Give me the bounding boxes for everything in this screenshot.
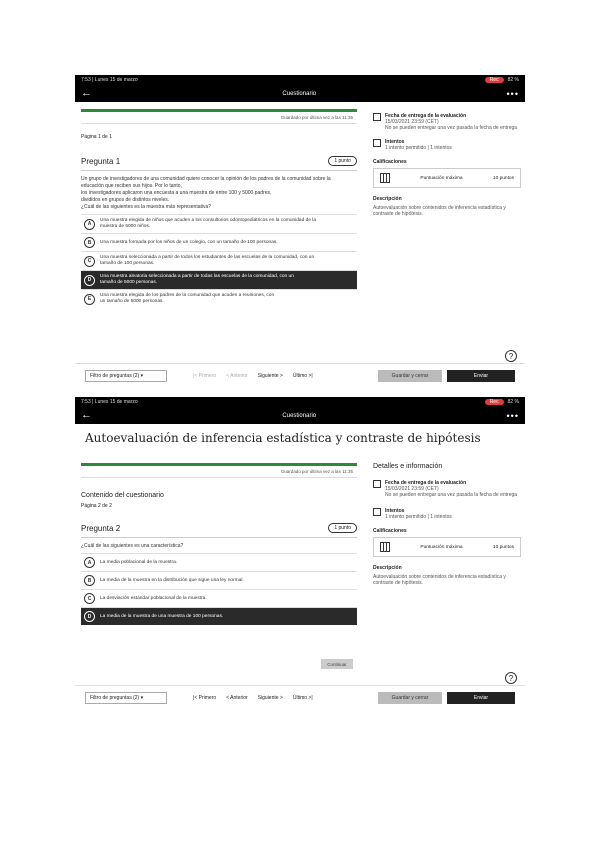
description-text: Autoevaluación sobre contenidos de inferencia estadística y contraste de hipótesis. [373,574,506,586]
status-time: 7:53 | Lunes 15 de marzo [81,77,138,83]
option-letter: E [84,294,95,305]
first-button[interactable]: |< Primero [193,373,217,379]
pagination [193,695,313,701]
continue-button[interactable]: Continuar [321,659,353,669]
last-button[interactable]: Último >| [292,695,313,701]
question-text: Un grupo de investigadores de una comunidad quiere conocer la opinión de los padres de la comunidad sobre la educación que reciben sus hijos. Por lo tanto, los investigadores aplicaron una encuesta a una muestra de entre 100 y 5000 padres, divididos en grupos de distintos niveles. ¿Cuál de las siguientes es la muestra más representativa? [81,176,331,210]
calendar-icon [373,480,381,488]
option-letter: A [84,557,95,568]
option-c[interactable]: C Una muestra seleccionada a partir de todos los estudiantes de las escuelas de la comunidad, con un tamaño de 100 personas. [81,251,357,270]
question-header [81,156,357,171]
question-text: ¿Cuál de las siguientes es una característica? [81,543,184,549]
option-letter: D [84,611,95,622]
options-list [81,553,357,625]
footer-bar [75,685,525,710]
top-bar [75,407,525,424]
option-letter: B [84,575,95,586]
question-title: Pregunta 2 [81,523,121,533]
option-letter: C [84,593,95,604]
question-header [81,523,357,538]
attempts-icon [373,139,381,147]
option-a[interactable]: A La media poblacional de la muestra. [81,553,357,571]
prev-button[interactable]: < Anterior [226,373,248,379]
status-bar [75,75,525,85]
max-score-box: Puntuación máxima 10 puntos [373,537,521,557]
attempts-section: Intentos 1 intento permitido | 1 intentos [373,508,521,520]
send-button[interactable]: Enviar [447,370,515,382]
question-panel [81,109,357,308]
more-options-icon[interactable]: ••• [506,88,519,99]
grades-title: Calificaciones [373,159,407,165]
due-date-section: Fecha de entrega de la evaluación 15/03/2021 23:59 (CET) No se pueden entregar una vez pasada la fecha de entrega [373,113,521,131]
content-title: Contenido del cuestionario [81,492,164,499]
record-badge: Rec [485,77,504,83]
back-arrow-icon[interactable]: ← [81,409,92,421]
more-options-icon[interactable]: ••• [506,410,519,421]
battery-level: 82 % [507,399,519,405]
help-icon[interactable]: ? [505,672,517,684]
send-button[interactable]: Enviar [447,692,515,704]
page-header [75,424,525,454]
app-title: Cuestionario [282,412,317,419]
option-a[interactable]: A Una muestra elegida de niños que acuden a los consultorios odontopediátricos en la comunidad de la muestra de 5000 niños. [81,214,357,233]
saved-status: Guardado por última vez a las 11:35 [81,466,357,478]
next-button[interactable]: Siguiente > [257,695,283,701]
details-title: Detalles e información [373,463,443,470]
page-indicator: Página 2 de 2 [81,503,112,509]
option-d-selected[interactable]: D Una muestra aleatoria seleccionada a partir de todas las escuelas de la comunidad, con un tamaño de 5000 personas. [81,270,357,289]
footer-bar [75,363,525,388]
attempts-icon [373,508,381,516]
option-d-selected[interactable]: D La media de la muestra de una muestra de 100 personas. [81,607,357,625]
option-e[interactable]: E Una muestra elegida de los padres de la comunidad que acuden a reuniones, con un tamaño de 5000 personas. [81,289,357,308]
help-icon[interactable]: ? [505,350,517,362]
last-button[interactable]: Último >| [292,373,313,379]
question-filter-dropdown[interactable]: Filtro de preguntas (2) ▾ [85,370,167,382]
points-badge: 1 punto [328,156,357,166]
save-close-button[interactable]: Guardar y cerrar [378,692,442,704]
question-filter-dropdown[interactable]: Filtro de preguntas (2) ▾ [85,692,167,704]
question-title: Pregunta 1 [81,156,121,166]
max-score-box: Puntuación máxima 10 puntos [373,168,521,188]
attempts-section: Intentos 1 intento permitido | 1 intentos [373,139,521,151]
page-indicator: Página 1 de 1 [81,134,112,140]
description-title: Descripción [373,196,402,202]
record-badge: Rec [485,399,504,405]
back-arrow-icon[interactable]: ← [81,87,92,99]
screenshot-1 [75,75,525,395]
details-sidebar [373,463,521,586]
pagination [193,373,313,379]
points-badge: 1 punto [328,523,357,533]
due-date-section: Fecha de entrega de la evaluación 15/03/2021 23:59 (CET) No se pueden entregar una vez pasada la fecha de entrega [373,480,521,498]
first-button[interactable]: |< Primero [193,695,217,701]
question-panel [81,463,357,625]
option-c[interactable]: C La desviación estándar poblacional de la muestra. [81,589,357,607]
next-button[interactable]: Siguiente > [257,373,283,379]
status-bar [75,397,525,407]
status-time: 7:53 | Lunes 15 de marzo [81,399,138,405]
option-letter: D [84,275,95,286]
grid-icon [380,542,390,552]
option-b[interactable]: B La media de la muestra en la distribución que sigue una ley normal. [81,571,357,589]
page-title: Autoevaluación de inferencia estadística y contraste de hipótesis [85,431,481,445]
option-letter: A [84,219,95,230]
option-letter: B [84,237,95,248]
calendar-icon [373,113,381,121]
saved-status: Guardado por última vez a las 11:35 [81,112,357,124]
grades-title: Calificaciones [373,528,407,534]
description-title: Descripción [373,565,402,571]
description-text: Autoevaluación sobre contenidos de inferencia estadística y contraste de hipótesis. [373,205,506,217]
save-close-button[interactable]: Guardar y cerrar [378,370,442,382]
top-bar [75,85,525,102]
screenshot-2 [75,397,525,717]
option-b[interactable]: B Una muestra formada por los niños de un colegio, con un tamaño de 100 personas. [81,233,357,251]
option-letter: C [84,256,95,267]
battery-level: 82 % [507,77,519,83]
prev-button[interactable]: < Anterior [226,695,248,701]
details-sidebar [373,113,521,217]
options-list [81,214,357,308]
app-title: Cuestionario [282,90,317,97]
grid-icon [380,173,390,183]
